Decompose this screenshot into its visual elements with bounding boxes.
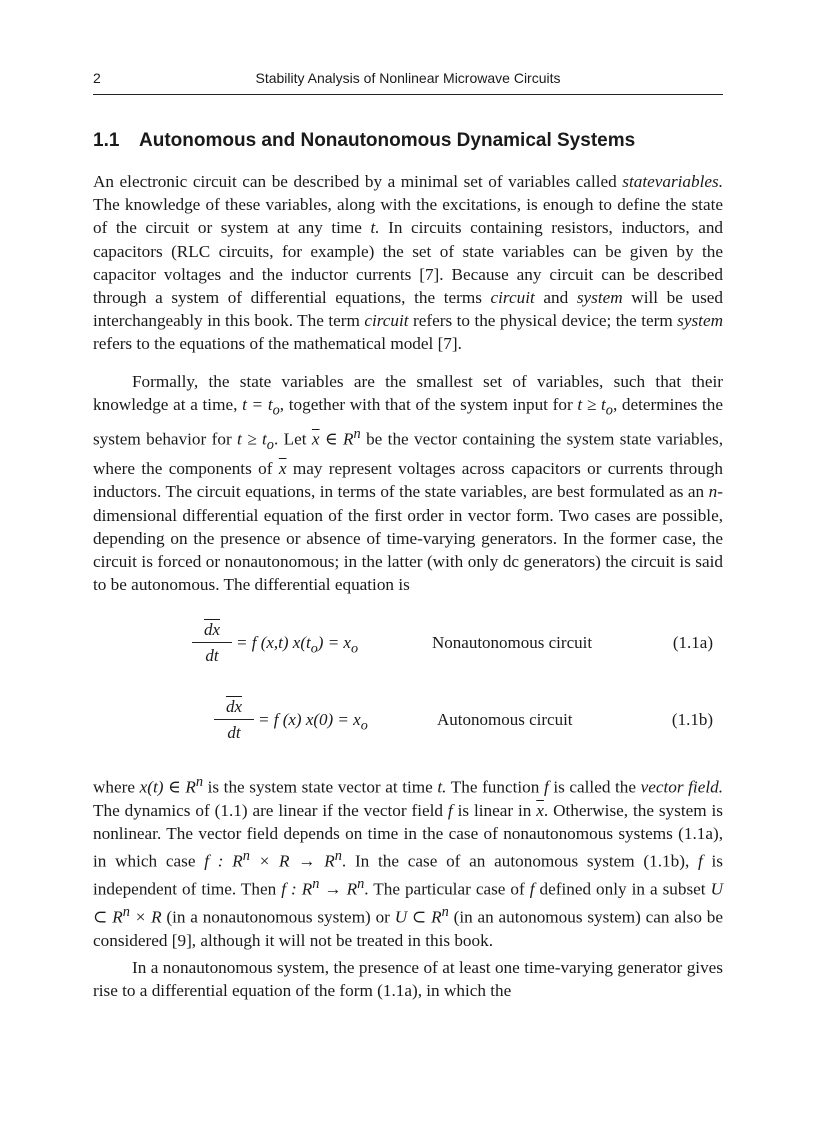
section-heading <box>93 130 635 152</box>
section-title: Autonomous and Nonautonomous Dynamical Systems <box>139 130 636 151</box>
equation-rhs: = f (x) $x(0) = x_o$ <box>258 710 368 734</box>
paragraph-4: In a nonautonomous system, the presence of at least one time-varying generator gives rise to a differential equation of the form (1.1a), in which the <box>93 958 723 1001</box>
equation-label: Nonautonomous circuit <box>432 633 593 652</box>
running-title: Stability Analysis of Nonlinear Microwave Circuits <box>255 70 561 86</box>
equation-1-1b <box>0 697 816 757</box>
equation-label: Autonomous circuit <box>437 710 573 729</box>
paragraph-2: Formally, the state variables are the smallest set of variables, such that their knowledge at a time, $t = t_o$, together with that of the system input for $t \ge t_o$, determines the system behavior for $t \ge t_o$. Let $\overline{x}$ ∈ $R^n$ be the vector containing the system state variables, where the components of $\overline{x}$ may represent voltages across capacitors or currents through inductors. The circuit equations, in terms of the state variables, are best formulated as an n-dimensional differential equation of the first order in vector form. Two cases are possible, depending on the presence or absence of time-varying generators. In the former case, the circuit is forced or nonautonomous; in the latter (with only dc generators) the circuit is said to be autonomous. The differential equation is <box>93 372 724 595</box>
equation-1-1a <box>0 620 816 680</box>
equation-number: (1.1b) <box>671 710 713 729</box>
paragraph-3: where x(t) ∈ $R^n$ is the system state vector at time t. The function f is called the vector field. The dynamics of (1.1) are linear if the vector field f is linear in $\overline{x}$. Otherwise, the system is nonlinear. The vector field depends on time in the case of nonautonomous systems (1.1a), in which case f : $R^n \times R \to R^n$. In the case of an autonomous system (1.1b), f is independent of time. Then f : $R^n \to R^n$. The particular case of f defined only in a subset U ⊂ $R^n \times R$ (in a nonautonomous system) or U ⊂ $R^n$ (in an autonomous system) can also be considered [9], although it will not be treated in this book. <box>93 774 724 951</box>
paragraph-1: An electronic circuit can be described by a minimal set of variables called statevariables. The knowledge of these variables, along with the excitations, is enough to define the state of the circuit or system at any time t. In circuits containing resistors, inductors, and capacitors (RLC circuits, for example) the set of state variables can be given by the capacitor voltages and the inductor currents [7]. Because any circuit can be described through a system of differential equations, the terms circuit and system will be used interchangeably in this book. The term circuit refers to the physical device; the term system refers to the equations of the mathematical model [7]. <box>93 172 724 354</box>
running-head <box>93 70 723 95</box>
page-number: 2 <box>93 70 101 86</box>
derivative-fraction: $\frac{\overline{dx}}{dt}$ <box>214 697 254 743</box>
equation-number: (1.1a) <box>672 633 713 652</box>
section-number: 1.1 <box>93 130 120 151</box>
equation-rhs: = f (x,t) $x(t_o) = x_o$ <box>236 633 359 657</box>
derivative-fraction: $\frac{\overline{dx}}{dt}$ <box>192 620 232 666</box>
